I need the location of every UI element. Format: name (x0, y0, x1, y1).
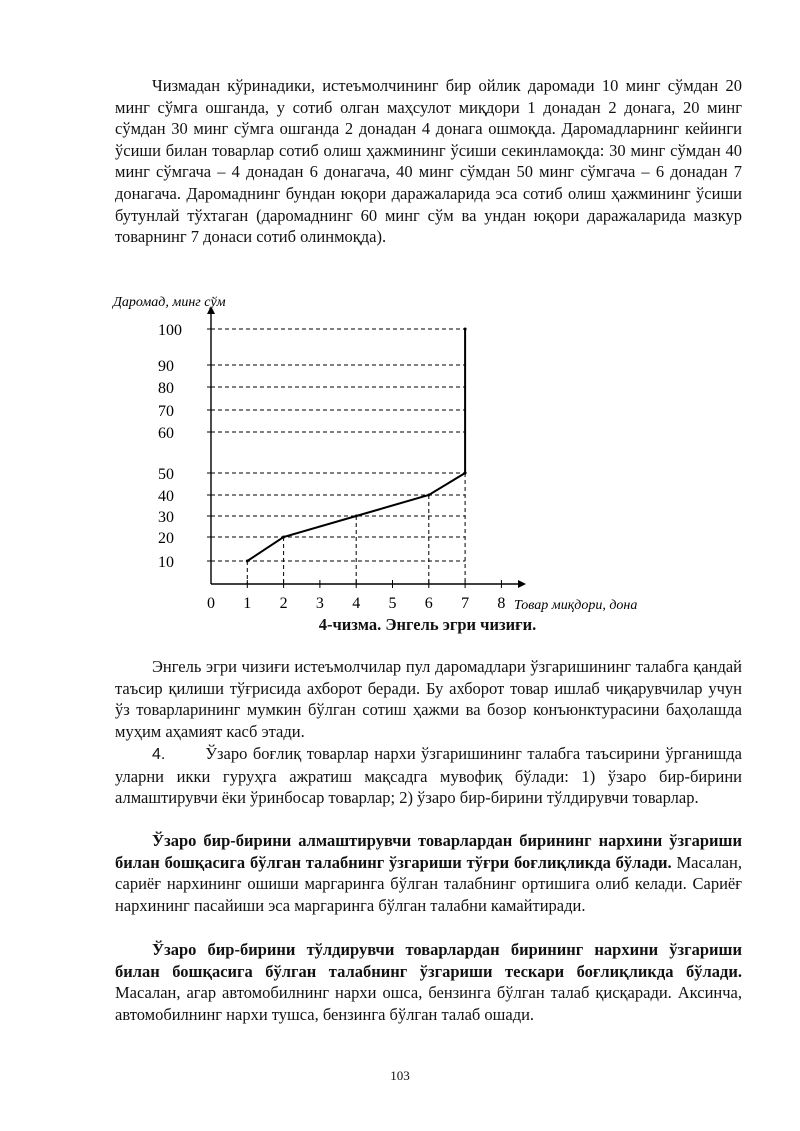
x-tick-label-0: 0 (207, 595, 215, 612)
y-tick-label-100: 100 (158, 322, 182, 339)
substitutes-example: Масалан, сариёғ нархининг ошиши маргаринга бўлган талабнинг ортишига олиб келади. Сариёғ нархининг пасайиши эса маргаринга бўлган талабни камайтиради. (115, 852, 742, 915)
x-axis-arrow (518, 580, 526, 588)
engel-curve-chart (108, 292, 688, 612)
chart-series (246, 328, 467, 563)
x-tick-label-1: 1 (243, 595, 252, 612)
section-number: 4. (152, 746, 166, 763)
page-number: 103 (390, 1068, 410, 1083)
y-tick-label-30: 30 (158, 509, 174, 526)
data-point-3 (427, 494, 430, 497)
x-axis-label: Товар миқдори, дона (514, 598, 638, 612)
data-point-1 (282, 536, 285, 539)
data-point-2 (355, 515, 358, 518)
complements-example: Масалан, агар автомобилнинг нархи ошса, бензинга бўлган талаб қисқаради. Аксинча, автомобилнинг нархи тушса, бензинга бўлган талаб ошади. (115, 983, 742, 1024)
paragraph-related-goods (115, 743, 742, 809)
substitutes-definition: Ўзаро бир-бирини алмаштирувчи товарлардан бирининг нархини ўзгариши билан бошқасига бўлган талабнинг ўзгариши тўғри боғлиқликда бўлади. (115, 831, 742, 872)
data-point-0 (246, 560, 249, 563)
x-tick-label-7: 7 (461, 595, 470, 612)
y-tick-label-90: 90 (158, 358, 174, 375)
y-tick-label-60: 60 (158, 425, 174, 442)
y-tick-label-80: 80 (158, 380, 174, 397)
x-tick-label-8: 8 (497, 595, 506, 612)
data-point-4 (464, 472, 467, 475)
complements-definition: Ўзаро бир-бирини тўлдирувчи товарлардан бирининг нархини ўзгариши билан бошқасига бўлган талабнинг ўзгариши тескари боғлиқликда бўлади. (115, 940, 742, 981)
chart-grid (211, 329, 465, 584)
y-tick-label-20: 20 (158, 530, 174, 547)
paragraph-chart-explanation: Чизмадан кўринадики, истеъмолчининг бир ойлик даромади 10 минг сўмдан 20 минг сўмга ошганда, у сотиб олган маҳсулот миқдори 1 донадан 2 донага, 20 минг сўмдан 30 минг сўмга ошганда 2 донадан 4 донага ошмоқда. Даромадларнинг кейинги ўсиши билан товарлар сотиб олиш ҳажмининг ўсиши секинламоқда: 30 минг сўмдан 40 минг сўмгача – 4 донадан 6 донагача, 40 минг сўмдан 50 минг сўмгача – 6 донадан 7 донагача. Даромаднинг бундан юқори даражаларида эса сотиб олиш ҳажмининг ўсиши бутунлай тўхтаган (даромаднинг 60 минг сўм ва ундан юқори даражаларида мазкур товарнинг 7 донаси сотиб олинмоқда). (115, 76, 742, 247)
y-tick-label-70: 70 (158, 403, 174, 420)
x-tick-label-6: 6 (424, 595, 433, 612)
x-tick-label-5: 5 (388, 595, 397, 612)
figure-caption: 4-чизма. Энгель эгри чизиғи. (318, 615, 537, 634)
paragraph-substitutes (115, 830, 742, 916)
y-axis-label: Даромад, минг сўм (113, 295, 226, 310)
paragraph-engel-info: Энгель эгри чизиғи истеъмолчилар пул даромадлари ўзгаришининг талабга қандай таъсир қилиши тўғрисида ахборот беради. Бу ахборот товар ишлаб чиқарувчилар учун ўз товарларининг мумкин бўлган сотиш ҳажми ва бозор конъюнктурасини баҳолашда муҳим аҳамият касб этади. (115, 657, 742, 741)
paragraph-related-goods-text: Ўзаро боғлиқ товарлар нархи ўзгаришининг талабга таъсирини ўрганишда уларни икки гуруҳга ажратиш мақсадга мувофиқ бўлади: 1) ўзаро бир-бирини алмаштирувчи ёки ўринбосар товарлар; 2) ўзаро бир-бирини тўлдирувчи товарлар. (115, 744, 742, 808)
x-tick-label-4: 4 (352, 595, 361, 612)
x-tick-label-2: 2 (279, 595, 288, 612)
y-tick-label-50: 50 (158, 466, 174, 483)
y-tick-label-40: 40 (158, 488, 174, 505)
paragraph-complements (115, 939, 742, 1025)
chart-axes (207, 306, 526, 588)
y-tick-label-10: 10 (158, 554, 174, 571)
data-point-5 (464, 328, 467, 331)
x-tick-label-3: 3 (315, 595, 324, 612)
